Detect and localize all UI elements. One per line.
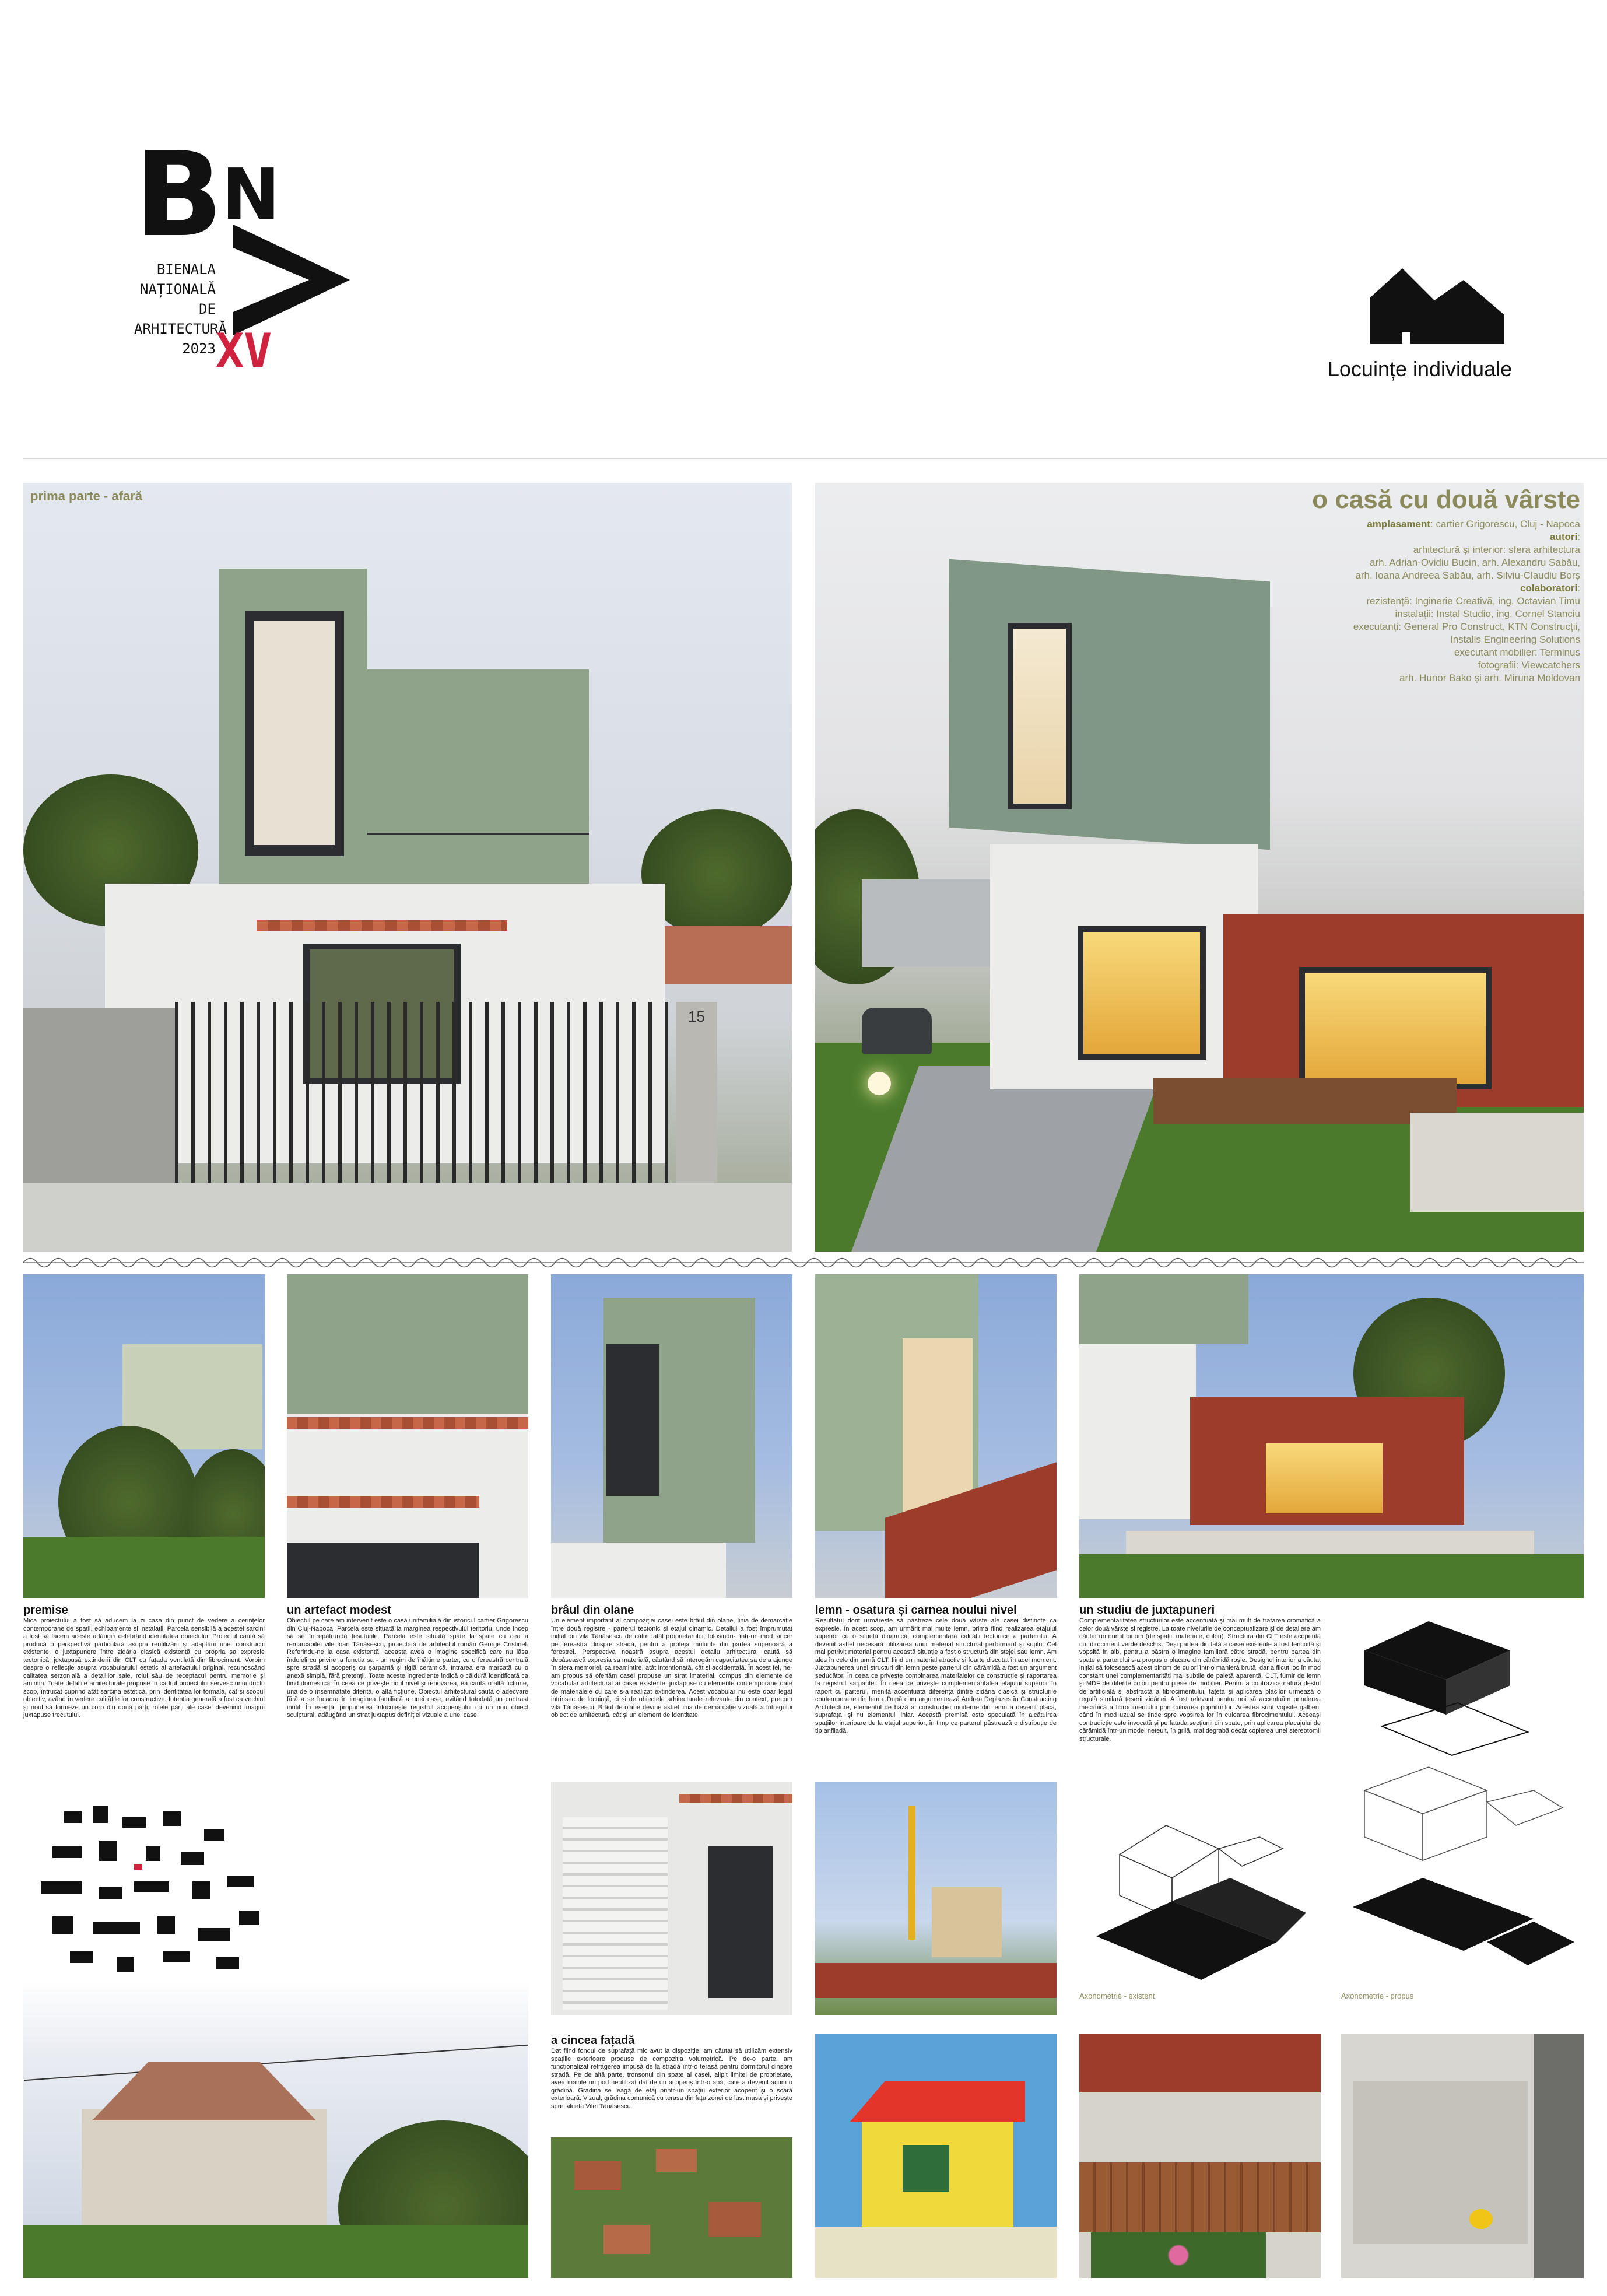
wire (24, 2045, 528, 2081)
section-text: Complementaritatea structurilor este accentuată și mai mult de tratarea cromatică a celor două vârste și registre. La toate nivelurile de conceptualizare și de detaliere am căutat un numit binom (de spații, materiale, culori). Structura din CLT este acoperită cu fibrociment verde deschis. Deși partea din față a casei existente a fost tencuită și vopsită în alb, pentru a păstra o imagine familiară către stradă, pentru partea din spate a parterului s-a propus o placare din cărămidă roșie. Designul interior a căutat inițial să folosească acest binom de culori într-o manieră brută, dar a fiicut loc în mod constant unei complementarități mai subtile de paletă aparentă, CLT, furnir de lemn și MDF de diferite culori pentru piese de mobilier. Pentru a contrazice natura destul de artificială și abstractă a fibrocimentului, fațeta și aplicarea plăcilor urmează o regulă similară țeserii zidăriei. A fost relevant pentru noi să accentuăm prinderea mecanică a fibrocimentului prin culoarea popnilurilor. Acestea sunt vopsite galben, când în mod uzual se tinde spre vopsirea lor în culoarea fibrocimentului. Aceeași contradicție este invocată și pe fațada secțiunii din spate, prin aplicarea placajului de cărămidă într-un model neteuit, în grilă, mai degrabă decât copierea unei stereotomii structurale. (1079, 1617, 1321, 1743)
photo-aerial (551, 2137, 792, 2278)
credit-text: executanți: General Pro Construct, KTN Construcții, (1353, 621, 1580, 632)
photo-stone-detail (1341, 2034, 1584, 2278)
header-divider (23, 458, 1607, 459)
project-title: o casă cu două vârste (1312, 485, 1580, 514)
tall-window-glow (1013, 629, 1066, 804)
roof (708, 2202, 761, 2237)
photo-artefact (287, 1274, 528, 1598)
section-tile-belt (551, 1604, 792, 1720)
neighbour-house (82, 2109, 327, 2237)
fence (175, 1002, 682, 1194)
credit-text: executant mobilier: Terminus (1454, 647, 1580, 658)
roof (603, 2225, 650, 2254)
section-juxtaposition (1079, 1604, 1321, 1743)
section-text: Rezultatul dorit urmărește să păstreze cele două vârste ale casei distincte ca expresie. În acest scop, am urmărit mai multe lemn, prima fiind realizarea etajului superior cu o siluetă dinamică, complementară calității tectonice a parterului. A devenit astfel necesară utilizarea unui material structural performant și suplu. Cel mai potrivit material pentru această situație a fost o structură din stejel sau lemn. Am ales în cele din urmă CLT, fiind un material atractiv și foarte discutat în acel moment. Juxtapunerea unei structuri din lemn peste parterul din cărămidă a fost un argument seducător. În ceea ce privește combinarea materialelor de construcție și raportarea la registrul șarpantei. În ceea ce privește complementaritatea etajului superior în raport cu parterul, menită accentuată diferența dintre zidăria clasică și structurile contemporane din lemn. După cum argumentează Andrea Deplazes în Constructing Architecture, elementul de bază al construcției moderne din lemn a devenit placa, suprafața, și nu elementul liniar. Această premisă este speculată în alcătuirea spațiilor interioare de la etajul superior, în timp ce parterul păstrează o distribuție de tip anfiladă. (815, 1617, 1057, 1734)
balcony-railing (367, 833, 589, 835)
photo-brick-deck (1079, 2034, 1321, 2278)
stone-wall (23, 1008, 175, 1200)
sketch-window (903, 2145, 949, 2192)
house-number: 15 (688, 1008, 705, 1025)
sketch-roof (850, 2081, 1025, 2122)
credit-label: amplasament (1367, 518, 1431, 530)
sketch-drawing (815, 2034, 1057, 2278)
window (708, 1846, 773, 1998)
logo-letter-b: B (134, 127, 223, 263)
credit-text: arh. Ioana Andreea Sabău, arh. Silviu-Claudiu Borș (1355, 570, 1580, 581)
section-wood (815, 1604, 1057, 1736)
credit-text: fotografii: Viewcatchers (1478, 660, 1580, 671)
credit-label: autori (1550, 531, 1578, 542)
concrete-bench (1410, 1113, 1584, 1212)
figure-ground-map (29, 1794, 274, 1980)
flowers (1091, 2232, 1266, 2278)
lawn (1079, 1554, 1584, 1598)
credits-block: amplasament: cartier Grigorescu, Cluj - Napoca autori: arhitectură și interior: sfera arhitectura arh. Adrian-Ovidiu Bucin, arh. Alexandru Sabău, arh. Ioana Andreea Sabău, arh. Silviu-Claudiu Borș colaboratori: rezistență: Inginerie Creativă, ing. Octavian Timu instalații: Instal Studio, ing. Cornel Stanciu executanți: General Pro Construct, KTN Construcții, Installs Engineering Solutions executant mobilier: Terminus fotografii: Viewcatchers arh. Hunor Bako și arh. Miruna Moldovan (1160, 518, 1580, 685)
brick-wall (1079, 2034, 1321, 2092)
axonometry-existing (1085, 1802, 1318, 1983)
shutter (563, 1817, 668, 2010)
section-title: brâul din olane (551, 1604, 634, 1617)
logo-letter-n: N (222, 155, 280, 236)
tile-belt (287, 1496, 479, 1508)
credit-text: instalații: Instal Studio, ing. Cornel Stanciu (1395, 608, 1580, 619)
photo-window-detail (551, 1782, 792, 2015)
caption-axo-proposed: Axonometrie - propus (1341, 1992, 1414, 2000)
section-fifth-facade (551, 2034, 792, 2111)
photo-juxtaposition (1079, 1274, 1584, 1598)
credit-text: arhitectură și interior: sfera arhitectura (1413, 544, 1580, 555)
sliding-door-glow (1266, 1443, 1383, 1513)
credit-text: cartier Grigorescu, Cluj - Napoca (1436, 518, 1580, 530)
upper-volume (1079, 1274, 1248, 1344)
section-title: un artefact modest (287, 1604, 391, 1617)
hero-photo-garden (815, 483, 1584, 1252)
credit-text: : (1577, 583, 1580, 594)
window (287, 1543, 479, 1598)
tile-belt (679, 1794, 792, 1803)
window (606, 1344, 659, 1496)
sliding-door-glow (1305, 973, 1486, 1084)
section-text: Dat fiind fondul de suprafață mic avut la dispoziție, am căutat să utilizăm extensiv spațiile exterioare produse de compoziția volumetrică. Pe de-o parte, am funcționalizat retragerea impusă de la stradă într-o terasă pentru dormitorul dinspre stradă. Pe de altă parte, tronsonul din spate al casei, alipit limitei de proprietate, avea înainte un pod neutilizat dat de un acoperiș într-o apă, care a devenit acum o grădină. Grădina se leagă de etaj printr-un spațiu exterior acoperit și o scară exterioară. Vizual, grădina comunică cu terasa din fața zonei de lust masa și privește spre silueta Vilei Tănăsescu. (551, 2048, 792, 2110)
neighbour-roof (64, 2062, 344, 2120)
garden-lamp (868, 1072, 891, 1095)
section-title: un studiu de juxtapuneri (1079, 1604, 1215, 1617)
credit-text: arh. Hunor Bako și arh. Miruna Moldovan (1399, 672, 1580, 683)
sketch-ground (815, 2227, 1057, 2278)
credit-text: rezistență: Inginerie Creativă, ing. Octavian Timu (1366, 595, 1580, 607)
upper-volume (367, 669, 589, 884)
photo-wood (815, 1274, 1057, 1598)
clt-volume (932, 1887, 1002, 1957)
section-text: Obiectul pe care am intervenit este o casă unifamilială din istoricul cartier Grigorescu din Cluj-Napoca. Parcela este situată la marginea respectivului teritoriu, unde încep să se întrepătrundă țesuturile. Parcela este situată spate la spate cu cea a remarcabilei vile Ioan Tănăsescu, proiectată de arhitectul român George Cristinel. Referindu-ne la casa existentă, aceasta avea o imagine specifică care nu lăsa îndoieli cu privire la funcția sa - un regim de înălțime parter, cu o fereastră centrală spre stradă și acoperiș cu șarpantă și țiglă ceramică. Intrarea era marcată cu o anexă simplă, fără pretenții. Toate aceste ingrediente indică o căldură identificată ca fiind domestică. În ceea ce privește noul nivel și renovarea, ea caută o altă ficțiune, una de o însemnătate diferită, o altă ficțiune. Obiectul arhitectural caută o adecvare fără a se încadra în imaginea familiară a unei case, evitând totodată un contrast inutil. În esență, propunerea înlocuiește registrul acoperișului cu un nou obiect sculptural, adăugând un strat juxtapus definiției vizuale a unei case. (287, 1617, 528, 1719)
section-text: Un element important al compoziției casei este brâul din olane, linia de demarcație între două registre - parterul tectonic și etajul dinamic. Detaliul a fost împrumutat inițial din vila Tănăsescu de către tatăl proprietarului, folosindu-l într-un mod sincer pe fereastra dinspre stradă, pentru a proteja mulurile din partea superioară a ferestrei. Perspectiva noastră asupra acestui detaliu arhitectural caută să depășească expresia sa materială, căutând să interogăm capacitatea sa de a ajunge în sfera memoriei, ca reamintire, atât intenționată, cât și accidentală. În acest fel, ne-am propus să ofertăm casei propuse un strat imaterial, compus din elemente de vocabular arhitectural ai casei existente, juxtapuse cu elemente contemporane date de materialele cu care s-a realizat extinderea. Acest vocabular nu este doar legat intrinsec de locuință, ci și de obiectele arhitecturale relevante din context, precum vila Tănăsescu. Brâul de olane devine astfel linia de demarcație vizuală a întregului obiect de arhitectură, cât și un element de identitate. (551, 1617, 792, 1719)
credit-text: Installs Engineering Solutions (1450, 634, 1580, 645)
ground-floor (1079, 1344, 1196, 1519)
caption-axo-existing: Axonometrie - existent (1079, 1992, 1155, 2000)
section-premise (23, 1604, 265, 1720)
section-text: Mica proiectului a fost să aducem la zi casa din punct de vedere a cerințelor contemporane de spații, echipamente și instalații. Parcela sensibilă a acestei sarcini a fost să facem aceste adăugiri celebrând identitatea obiectului. Proiectul caută să producă o perspectivă particulară asupra reutilizării și adaptării unei construcții existente, o juxtapunere între zidăria clasică existentă cu propria sa expresie tectonică, juxtapusă extinderii din CLT cu fațada ventilată din fibrociment. Vorbim despre o reflecție asupra vocabularului estetic al artefactului original, recunoscând calitatea serzonială a detaliilor sale, rolul său de receptacul pentru memorie și amintiri. Toate detaliile arhitecturale propuse în cadrul proiectului servesc unui dublu scop, întrucât cuprind atât sarcina estetică, prin identitatea lor formală, cât și scopul obiectiv, având în vedere calitățile lor constructive. Intenția generală a fost ca vechiul și noul să formeze un corp din două părți, rolele părți ale casei devenind imagini juxtapuse trecutului. (23, 1617, 265, 1719)
photo-tile-belt (551, 1274, 792, 1598)
stone-block (1353, 2081, 1528, 2244)
logo-edition: XV (216, 324, 272, 378)
hedge (23, 1537, 265, 1598)
fence (815, 1963, 1057, 1998)
crane (908, 1806, 915, 1940)
curb (23, 1183, 792, 1252)
photo-premise (23, 1274, 265, 1598)
hero-photo-street (23, 483, 792, 1252)
section-artefact (287, 1604, 528, 1720)
section-title: a cincea fațadă (551, 2034, 635, 2047)
roof (656, 2149, 697, 2172)
facade-panel (287, 1274, 528, 1414)
section-title: lemn - osatura și carnea noului nivel (815, 1604, 1017, 1617)
tile-belt (257, 920, 507, 931)
tile-band-divider (23, 1254, 1584, 1271)
photo-construction (815, 1782, 1057, 2015)
credit-text: arh. Adrian-Ovidiu Bucin, arh. Alexandru Sabău, (1370, 557, 1580, 568)
tile-belt (287, 1417, 528, 1429)
ground-window-glow (1083, 932, 1200, 1054)
photo-site-context (23, 1782, 528, 2278)
houses-silhouette-icon (1370, 268, 1504, 344)
credit-text: : (1577, 531, 1580, 542)
axonometry-proposed (1341, 1615, 1586, 2000)
bna-logo (134, 127, 350, 399)
terrace-deck (1126, 1531, 1534, 1554)
section-label: prima parte - afară (30, 489, 142, 503)
ground-floor (551, 1543, 726, 1598)
roof (574, 2161, 621, 2190)
car (862, 1008, 932, 1054)
lemon (1469, 2209, 1493, 2229)
logo-letter-a (233, 225, 350, 335)
section-title: premise (23, 1604, 68, 1617)
window-curtain (254, 621, 335, 845)
gate-pillar (676, 1002, 717, 1200)
credit-label: colaboratori (1520, 583, 1578, 594)
dark-wall (1534, 2034, 1584, 2278)
wood-deck (1079, 2162, 1321, 2232)
shrubs (23, 2225, 528, 2278)
apartment-block (862, 879, 1002, 967)
logo-text: BIENALA NAȚIONALĂ DE ARHITECTURĂ 2023 (134, 261, 227, 357)
category-label: Locuințe individuale (1327, 357, 1513, 381)
